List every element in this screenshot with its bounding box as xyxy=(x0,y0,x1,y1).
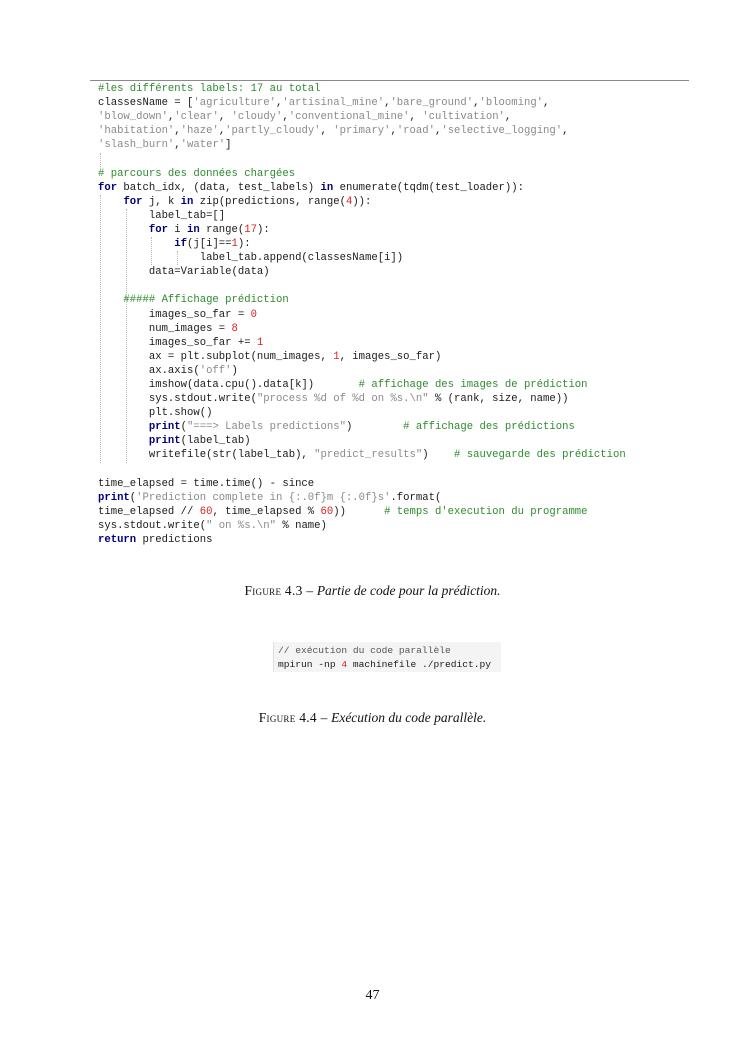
code-token xyxy=(98,238,174,250)
code-token: 'bare_ground' xyxy=(390,97,474,110)
code-token: i xyxy=(167,223,188,236)
code-token: 'off' xyxy=(199,364,232,377)
code-token: predictions xyxy=(136,534,213,546)
parallel-execution-code xyxy=(273,642,501,672)
code-line xyxy=(98,181,698,195)
code-token: , xyxy=(167,111,175,124)
code-token: mpirun -np xyxy=(278,659,342,671)
code-token: , xyxy=(218,111,232,124)
figure-label: Figure 4.4 – xyxy=(258,710,328,725)
code-token: ): xyxy=(237,238,251,251)
code-line xyxy=(98,223,698,237)
code-line xyxy=(98,152,698,166)
code-token: " on %s.\n" xyxy=(206,519,277,532)
code-token: machinefile ./predict.py xyxy=(347,659,492,671)
code-token: num_images = xyxy=(98,322,232,335)
code-token: print xyxy=(148,435,181,448)
code-token: )) xyxy=(333,505,385,518)
code-token: data=Variable(data) xyxy=(98,266,270,279)
code-line xyxy=(98,434,698,448)
code-token: ( xyxy=(180,421,188,434)
figure-label: Figure 4.3 – xyxy=(244,583,314,598)
code-token: "===> Labels predictions" xyxy=(187,421,346,434)
code-token: in xyxy=(187,223,200,236)
code-token: 'agriculture' xyxy=(193,97,277,110)
code-line xyxy=(98,82,698,96)
code-token: 'haze' xyxy=(180,125,219,138)
code-token: ax.axis( xyxy=(98,364,200,377)
code-line xyxy=(98,463,698,477)
code-token: batch_idx, (data, test_labels) xyxy=(117,181,321,194)
code-token: images_so_far += xyxy=(98,336,257,349)
code-token: 60 xyxy=(199,505,213,518)
code-line xyxy=(98,505,698,519)
code-line xyxy=(98,279,698,293)
indent-guide xyxy=(126,209,127,463)
code-line xyxy=(98,336,698,350)
code-token: return xyxy=(98,534,137,546)
code-line xyxy=(98,420,698,434)
code-line xyxy=(98,110,698,124)
code-token: # temps d'execution du programme xyxy=(384,505,588,518)
code-token: , xyxy=(320,125,334,138)
code-line xyxy=(98,265,698,279)
code-token: 'water' xyxy=(180,139,226,152)
code-token: 8 xyxy=(231,322,238,335)
code-line xyxy=(98,533,698,547)
code-line xyxy=(98,308,698,322)
code-token: 'clear' xyxy=(174,111,219,124)
code-token xyxy=(98,196,123,208)
code-line xyxy=(98,124,698,138)
code-line xyxy=(98,491,698,505)
code-token: , xyxy=(390,125,397,138)
code-token: zip(predictions, range( xyxy=(193,195,346,208)
code-token: # affichage des prédictions xyxy=(403,421,575,434)
code-token: ] xyxy=(225,139,232,152)
code-token: , xyxy=(384,97,391,110)
code-line xyxy=(278,644,501,658)
code-token: )): xyxy=(352,195,372,208)
code-token: ): xyxy=(256,223,270,236)
code-token: 1 xyxy=(333,350,340,363)
code-line xyxy=(98,209,698,223)
code-token: (j[i]== xyxy=(187,238,232,251)
code-token: images_so_far = xyxy=(98,308,251,321)
code-token: 'selective_logging' xyxy=(441,125,563,138)
code-line xyxy=(98,477,698,491)
code-token: 'Prediction complete in {:.0f}m {:.0f}s' xyxy=(136,491,391,504)
code-token: , xyxy=(504,111,512,124)
code-line xyxy=(98,322,698,336)
code-token: .format( xyxy=(390,491,442,504)
indent-guide xyxy=(100,195,101,463)
figure-4-3-caption xyxy=(0,583,745,599)
code-token: 'habitation' xyxy=(98,125,175,138)
code-token: # parcours des données chargées xyxy=(98,167,296,180)
code-token: for xyxy=(148,223,168,236)
code-token: 'blow_down' xyxy=(98,111,168,124)
code-token: 17 xyxy=(244,223,257,236)
code-token: , xyxy=(543,97,550,110)
top-rule xyxy=(90,80,689,81)
code-token: if xyxy=(174,238,188,251)
indent-guide xyxy=(177,251,178,265)
code-token: 'cultivation' xyxy=(422,111,505,124)
code-token: 1 xyxy=(256,336,264,349)
code-token: for xyxy=(98,181,118,194)
code-token: 4 xyxy=(341,659,348,671)
code-token: # sauvegarde des prédiction xyxy=(454,449,626,462)
code-token: , xyxy=(276,97,283,110)
code-token: label_tab=[] xyxy=(98,209,226,222)
code-token: 'partly_cloudy' xyxy=(225,125,321,138)
code-token: sys.stdout.write( xyxy=(98,393,257,406)
code-token: 0 xyxy=(250,308,257,321)
code-line xyxy=(98,251,698,265)
code-token: imshow(data.cpu().data[k]) xyxy=(98,378,359,391)
code-token: % name) xyxy=(276,519,327,532)
code-token: writefile(str(label_tab), xyxy=(98,449,315,462)
code-token: #les différents labels: 17 au total xyxy=(98,83,321,95)
code-token: ax = plt.subplot(num_images, xyxy=(98,350,334,363)
code-token: # affichage des images de prédiction xyxy=(358,378,588,391)
indent-guide xyxy=(151,237,152,265)
figure-4-4-caption xyxy=(0,710,745,726)
code-token: , xyxy=(434,125,442,138)
code-token xyxy=(98,224,149,236)
code-token: , xyxy=(218,125,226,138)
code-token: ) xyxy=(345,421,404,434)
code-token: plt.show() xyxy=(98,407,213,420)
code-token: ) xyxy=(231,364,238,377)
figure-text: Partie de code pour la prédiction. xyxy=(316,583,501,598)
code-token: "predict_results" xyxy=(314,449,423,462)
code-line xyxy=(98,364,698,378)
code-line xyxy=(98,167,698,181)
code-token: ( xyxy=(129,491,137,504)
code-token: sys.stdout.write( xyxy=(98,519,207,532)
code-token: time_elapsed = time.time() - since xyxy=(98,477,315,490)
code-token: range( xyxy=(199,223,245,236)
code-line xyxy=(98,392,698,406)
code-token xyxy=(98,435,149,447)
code-token: , xyxy=(174,125,181,138)
code-line xyxy=(98,138,698,152)
code-token: 4 xyxy=(345,195,353,208)
code-token: j, k xyxy=(142,195,181,208)
code-token: 'cloudy' xyxy=(231,111,283,124)
code-token: , xyxy=(282,111,289,124)
code-token: classesName = [ xyxy=(98,97,194,110)
code-line xyxy=(98,96,698,110)
code-token: label_tab.append(classesName[i]) xyxy=(98,252,404,265)
prediction-code-listing xyxy=(98,82,698,547)
code-token xyxy=(98,421,149,433)
code-token: 'primary' xyxy=(333,125,391,138)
code-token: , xyxy=(562,125,569,138)
code-token: enumerate(tqdm(test_loader)): xyxy=(333,181,524,194)
code-line xyxy=(98,293,698,307)
code-token: 'road' xyxy=(396,125,435,138)
code-token: , xyxy=(473,97,480,110)
code-line xyxy=(98,350,698,364)
code-token: 'slash_burn' xyxy=(98,139,175,152)
figure-text: Exécution du code parallèle. xyxy=(331,710,487,725)
code-token: print xyxy=(98,491,130,504)
code-token: print xyxy=(148,421,181,434)
code-token: 1 xyxy=(231,238,238,251)
code-line xyxy=(278,658,501,672)
code-line xyxy=(98,448,698,462)
code-token: , xyxy=(409,111,423,124)
page-number: 47 xyxy=(365,988,380,1003)
code-line xyxy=(98,519,698,533)
code-token: in xyxy=(320,181,334,194)
code-token: , xyxy=(174,139,181,152)
code-token: (label_tab) xyxy=(180,435,251,448)
code-token: 60 xyxy=(320,505,334,518)
code-token: ) xyxy=(422,449,455,462)
indent-guide xyxy=(100,153,101,167)
code-token: , images_so_far) xyxy=(339,350,442,363)
code-token: time_elapsed // xyxy=(98,505,200,518)
code-token: 'conventional_mine' xyxy=(288,111,410,124)
code-token: in xyxy=(180,195,194,208)
code-token: 'artisinal_mine' xyxy=(282,97,385,110)
code-token: % (rank, size, name)) xyxy=(428,393,569,406)
code-line xyxy=(98,378,698,392)
code-token: // exécution du code parallèle xyxy=(278,645,451,656)
code-token: for xyxy=(123,195,143,208)
code-token: 'blooming' xyxy=(479,97,544,110)
code-line xyxy=(98,195,698,209)
code-token: "process %d of %d on %s.\n" xyxy=(256,393,429,406)
code-token: , time_elapsed % xyxy=(212,505,321,518)
code-line xyxy=(98,406,698,420)
code-line xyxy=(98,237,698,251)
code-token: ##### Affichage prédiction xyxy=(98,294,289,307)
